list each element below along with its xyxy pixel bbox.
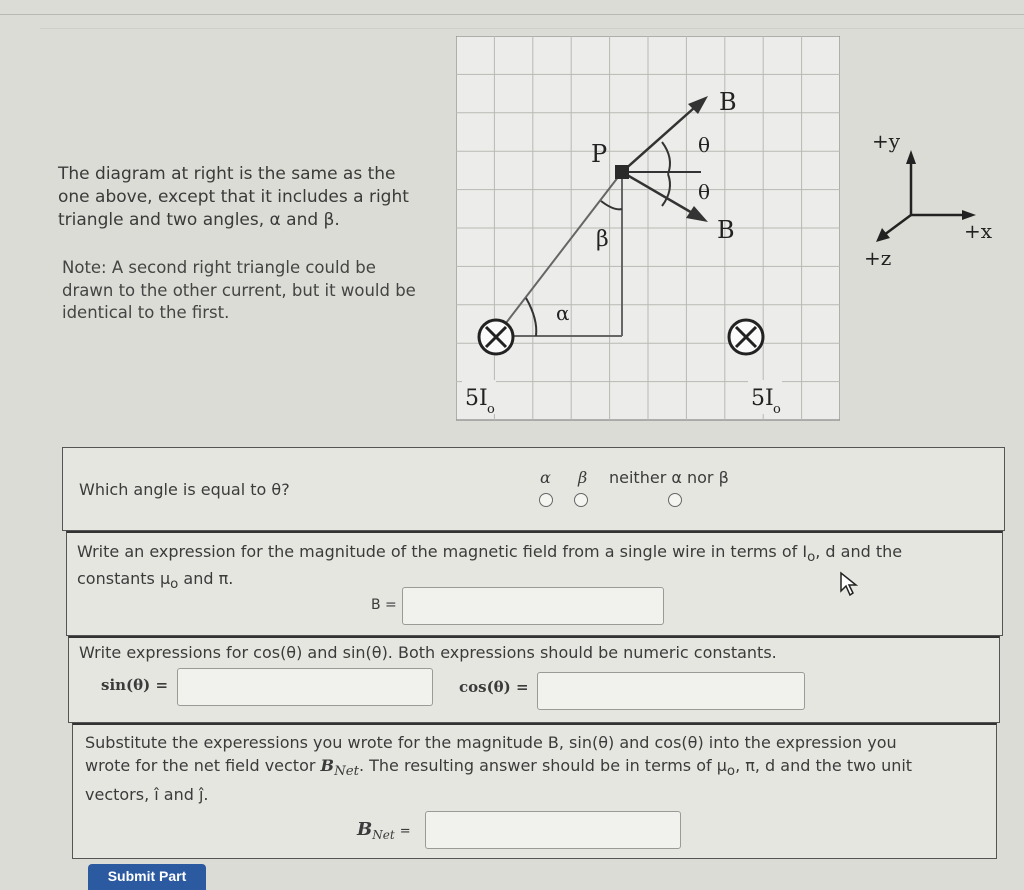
b-magnitude-input[interactable]	[402, 587, 664, 625]
q1-radio-neither[interactable]	[668, 493, 682, 507]
y-arrow-icon	[906, 150, 916, 164]
cos-theta-input[interactable]	[537, 672, 805, 710]
label-theta-top: θ	[698, 133, 711, 157]
q2-b-label: B =	[371, 597, 397, 613]
question-trig-box	[68, 636, 1000, 723]
q4-question	[85, 731, 990, 806]
q2-question-line2: constants μ	[77, 569, 171, 589]
sin-theta-input[interactable]	[177, 668, 433, 706]
label-current-right-sub: o	[773, 402, 781, 417]
label-z: +z	[864, 246, 892, 270]
q2-question-line1b: , d and the	[815, 542, 903, 561]
q2-question-line2-sub: o	[170, 577, 179, 593]
label-x: +x	[964, 219, 993, 243]
q1-option-beta-label: β	[578, 468, 588, 487]
q4-line2c: , π, d and the two unit	[735, 756, 913, 775]
point-p-marker	[615, 165, 629, 179]
q4-vec-name: B	[320, 756, 335, 775]
q4-line2a: wrote for the net field vector	[85, 756, 321, 775]
label-current-right: 5I	[751, 386, 774, 411]
q3-cos-label: cos(θ) =	[459, 678, 529, 696]
q3-question: Write expressions for cos(θ) and sin(θ). Both expressions should be numeric constants.	[79, 643, 777, 662]
question-angle-box	[62, 447, 1005, 531]
z-axis	[884, 215, 911, 235]
top-divider	[0, 14, 1024, 15]
q2-question-line1: Write an expression for the magnitude of the magnetic field from a single wire in terms of I	[77, 542, 808, 561]
submit-part-button[interactable]: Submit Part	[88, 864, 206, 890]
q4-line3: vectors, î and ĵ.	[85, 785, 209, 805]
question-net-field-box	[72, 723, 997, 859]
label-beta: β	[596, 227, 609, 252]
q4-line1: Substitute the experessions you wrote for the magnitude B, sin(θ) and cos(θ) into the expression you	[85, 733, 897, 752]
question-field-magnitude-box	[66, 531, 1003, 636]
label-current-left-sub: o	[487, 402, 495, 417]
q1-question: Which angle is equal to θ?	[79, 480, 290, 499]
note-text: Note: A second right triangle could be drawn to the other current, but it would be identical to the first.	[62, 258, 416, 322]
z-arrow-icon	[876, 228, 890, 242]
label-b-bottom: B	[717, 216, 735, 244]
mouse-cursor-icon	[839, 571, 863, 597]
q4-bnet-label-b: B	[357, 819, 373, 840]
label-alpha: α	[556, 301, 570, 325]
label-p: P	[591, 140, 608, 168]
intro-text: The diagram at right is the same as the one above, except that it includes a right triangle and two angles, α and β.	[58, 164, 409, 230]
q1-option-alpha-label: α	[540, 468, 551, 487]
q4-vec-sub: Net	[334, 764, 359, 780]
label-b-top: B	[719, 88, 737, 116]
b-net-input[interactable]	[425, 811, 681, 849]
q4-bnet-label-eq: =	[399, 824, 411, 839]
q1-radio-beta[interactable]	[574, 493, 588, 507]
q2-question-sub: o	[807, 550, 816, 566]
label-theta-bottom: θ	[698, 180, 711, 204]
magnetic-field-diagram	[456, 36, 840, 422]
q4-bnet-label	[357, 819, 411, 842]
label-current-left: 5I	[465, 386, 488, 411]
label-y: +y	[872, 129, 901, 153]
top-divider-2	[40, 28, 1024, 29]
coordinate-axes	[856, 120, 1006, 270]
q4-line2b: . The resulting answer should be in terms of μ	[358, 756, 727, 775]
q4-line2-sub: o	[726, 764, 736, 780]
q3-sin-label: sin(θ) =	[101, 676, 169, 694]
q1-option-neither-label: neither α nor β	[609, 468, 729, 487]
q1-radio-alpha[interactable]	[539, 493, 553, 507]
q4-bnet-label-sub: Net	[372, 828, 395, 843]
q2-question-line2b: and π.	[178, 569, 234, 589]
